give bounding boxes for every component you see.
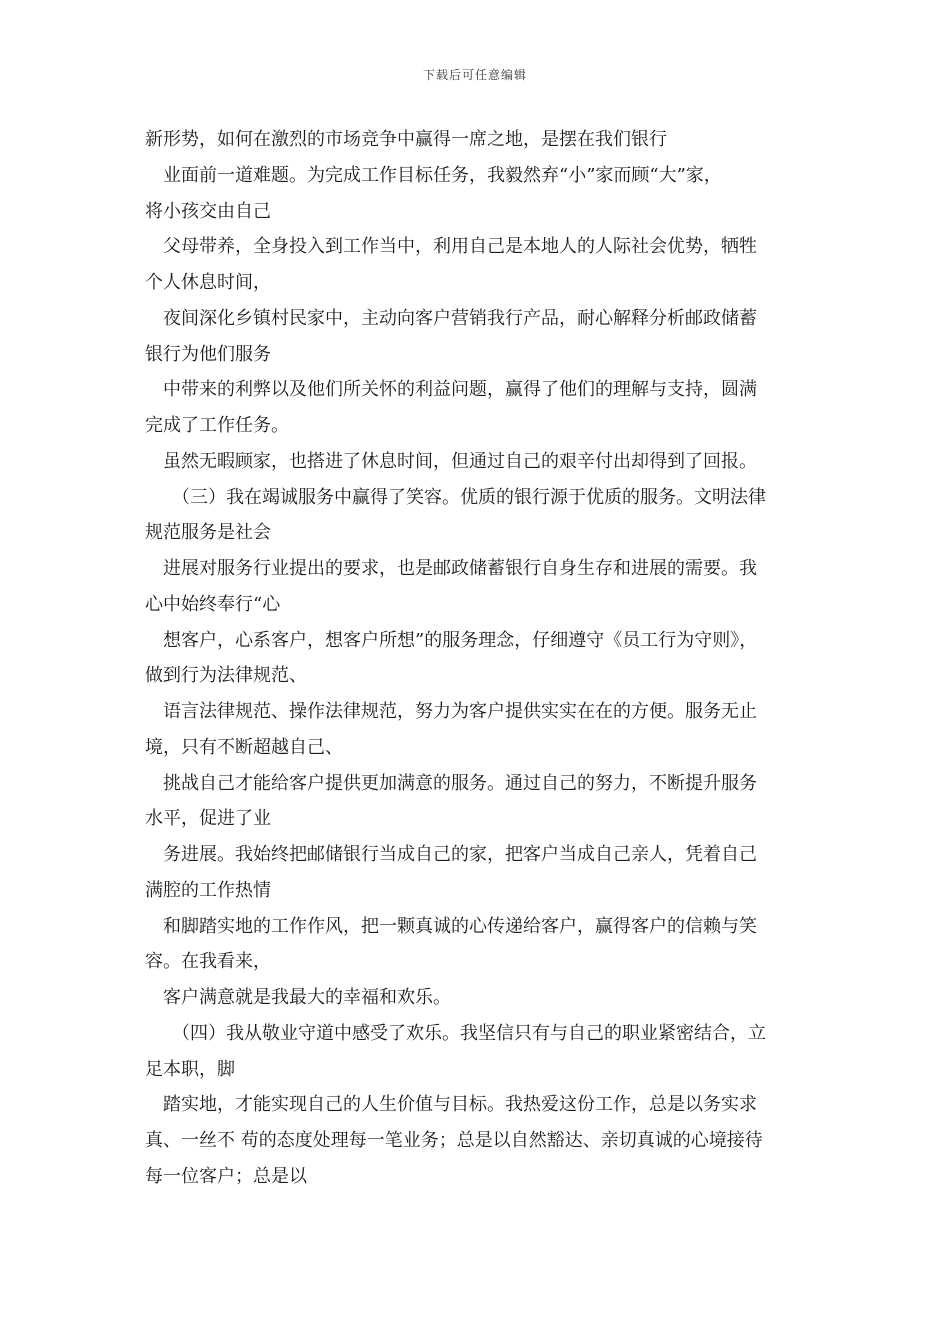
paragraph-line: 心中始终奉行“心: [145, 593, 281, 615]
paragraph-line: （四）我从敬业守道中感受了欢乐。我坚信只有与自己的职业紧密结合，立: [172, 1022, 766, 1044]
paragraph-line: 做到行为法律规范、: [145, 665, 307, 687]
paragraph-line: 挑战自己才能给客户提供更加满意的服务。通过自己的努力，不断提升服务: [163, 772, 757, 794]
paragraph-line: 容。在我看来，: [145, 951, 271, 973]
paragraph-line: 真、一丝不 苟的态度处理每一笔业务；总是以自然豁达、亲切真诚的心境接待: [145, 1130, 763, 1151]
paragraph-line: 进展对服务行业提出的要求，也是邮政储蓄银行自身生存和进展的需要。我: [163, 558, 757, 579]
paragraph-line: 务进展。我始终把邮储银行当成自己的家，把客户当成自己亲人，凭着自己: [163, 844, 757, 865]
paragraph-line: 父母带养，全身投入到工作当中，利用自己是本地人的人际社会优势，牺牲: [163, 236, 757, 258]
paragraph-line: 银行为他们服务: [145, 343, 271, 365]
paragraph-line: 业面前一道难题。为完成工作目标任务，我毅然弃“小”家而顾“大”家，: [163, 164, 722, 186]
paragraph-line: 踏实地，才能实现自己的人生价值与目标。我热爱这份工作，总是以务实求: [163, 1094, 757, 1116]
paragraph-line: 和脚踏实地的工作作风，把一颗真诚的心传递给客户，赢得客户的信赖与笑: [163, 915, 757, 937]
paragraph-line: 语言法律规范、操作法律规范，努力为客户提供实实在在的方便。服务无止: [163, 701, 757, 722]
paragraph-line: 想客户，心系客户，想客户所想”的服务理念，仔细遵守《员工行为守则》，: [163, 629, 758, 651]
page-header: 下载后可任意编辑: [422, 68, 527, 82]
paragraph-line: 将小孩交由自己: [145, 200, 271, 222]
paragraph-line: 完成了工作任务。: [145, 415, 289, 436]
paragraph-line: 中带来的利弊以及他们所关怀的利益问题，赢得了他们的理解与支持，圆满: [163, 379, 757, 401]
paragraph-line: 虽然无暇顾家，也搭进了休息时间，但通过自己的艰辛付出却得到了回报。: [163, 450, 757, 472]
paragraph-line: （三）我在竭诚服务中赢得了笑容。优质的银行源于优质的服务。文明法律: [172, 486, 766, 508]
paragraph-line: 足本职，脚: [145, 1058, 235, 1080]
paragraph-line: 新形势，如何在激烈的市场竞争中赢得一席之地，是摆在我们银行: [145, 129, 667, 150]
paragraph-line: 境，只有不断超越自己、: [145, 736, 343, 758]
document-body: [145, 122, 825, 1195]
paragraph-line: 夜间深化乡镇村民家中，主动向客户营销我行产品，耐心解释分析邮政储蓄: [163, 307, 757, 329]
paragraph-line: 满腔的工作热情: [145, 879, 271, 901]
paragraph-line: 规范服务是社会: [145, 522, 271, 544]
paragraph-line: 水平，促进了业: [145, 808, 271, 830]
paragraph-line: 每一位客户；总是以: [145, 1165, 307, 1187]
paragraph-line: 个人休息时间，: [145, 272, 271, 293]
paragraph-line: 客户满意就是我最大的幸福和欢乐。: [163, 987, 451, 1008]
